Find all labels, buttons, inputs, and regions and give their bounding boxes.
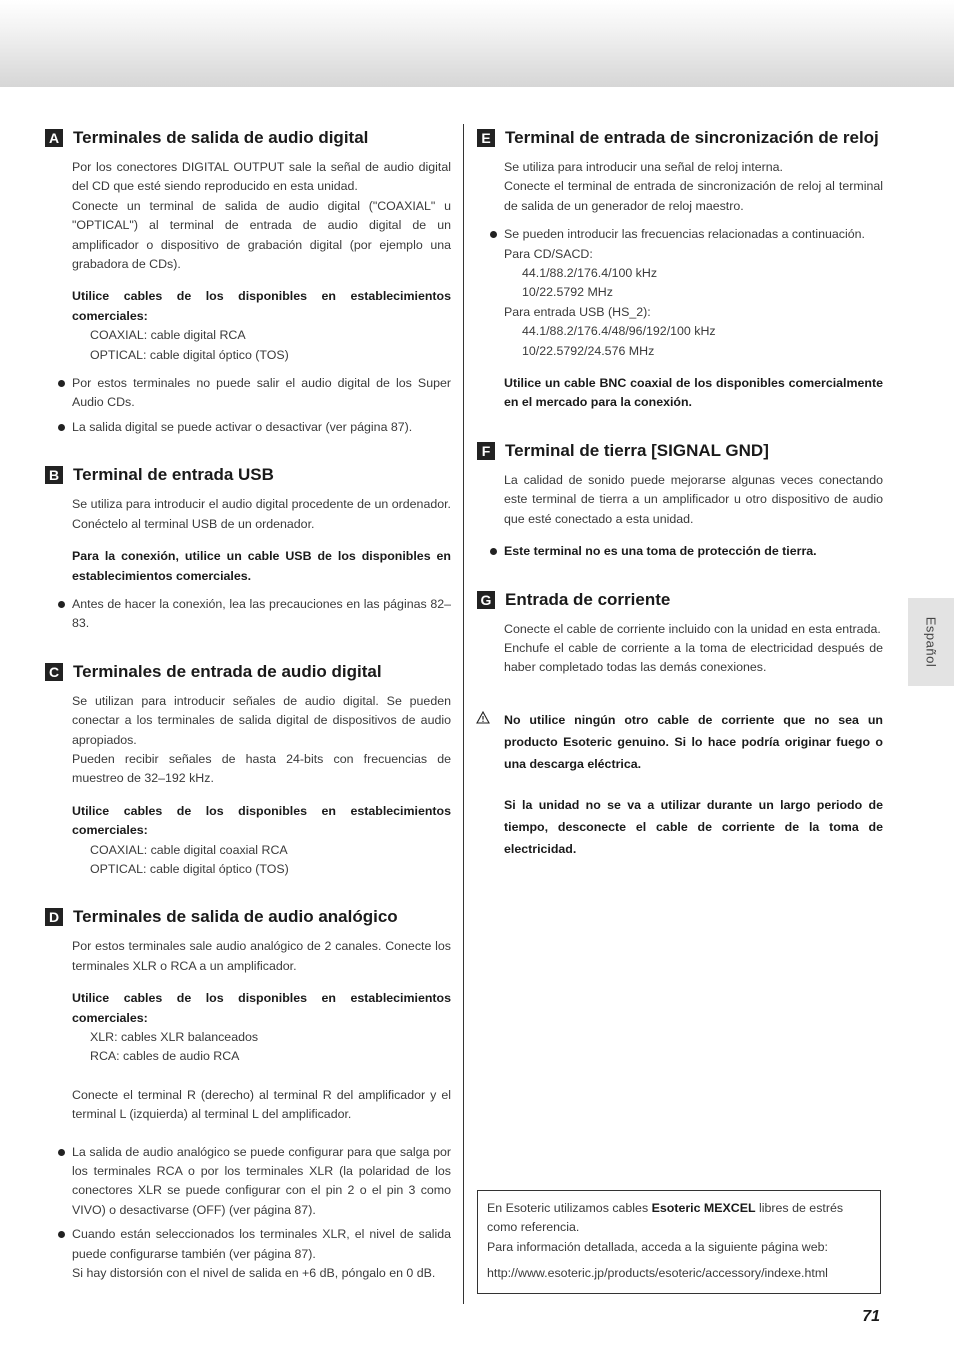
freq-value: 10/22.5792 MHz	[522, 285, 613, 300]
section-title: Terminal de tierra [SIGNAL GND]	[505, 440, 769, 460]
paragraph: Conecte el cable de corriente incluido con la unidad en esta entrada.	[504, 621, 881, 636]
section-c	[45, 661, 451, 880]
freq-label: Para CD/SACD:	[504, 246, 593, 261]
section-title: Terminales de salida de audio digital	[73, 128, 369, 147]
paragraph: Por estos terminales sale audio analógico de 2 canales. Conecte los terminales XLR o RCA a un amplificador.	[72, 939, 451, 973]
bullet-dot-icon	[58, 601, 65, 608]
language-tab-label: Español	[923, 616, 939, 668]
section-title: Terminales de entrada de audio digital	[73, 661, 382, 681]
cable-item: OPTICAL: cable digital óptico (TOS)	[90, 347, 289, 362]
warning-text: No utilice ningún otro cable de corriente que no sea un producto Esoteric genuino. Si lo hace podría originar fuego o una descarga eléctrica.	[504, 712, 883, 771]
section-a	[45, 127, 451, 437]
section-body	[45, 937, 451, 1283]
section-g	[477, 589, 883, 860]
left-column	[45, 127, 451, 1283]
section-body	[45, 692, 451, 880]
freq-value: 10/22.5792/24.576 MHz	[522, 343, 655, 358]
bullet-dot-icon	[490, 548, 497, 555]
section-letter-badge: A	[45, 129, 63, 147]
info-line: Para información detallada, acceda a la siguiente página web:	[487, 1239, 828, 1254]
info-url-link[interactable]: http://www.esoteric.jp/products/esoteric/accessory/indexe.html	[487, 1266, 828, 1281]
section-letter-badge: B	[45, 466, 63, 484]
section-title: Entrada de corriente	[505, 589, 671, 609]
bullet-dot-icon	[58, 1149, 65, 1156]
page-number: 71	[862, 1308, 880, 1325]
section-letter-badge: F	[477, 442, 495, 460]
section-letter-badge: G	[477, 591, 495, 609]
section-b-header	[45, 464, 451, 486]
freq-value: 44.1/88.2/176.4/100 kHz	[522, 266, 658, 281]
cable-item: COAXIAL: cable digital RCA	[90, 328, 246, 343]
header-band	[0, 0, 954, 87]
section-f	[477, 440, 883, 562]
info-text: En Esoteric utilizamos cables	[487, 1201, 652, 1215]
language-tab	[908, 598, 954, 686]
section-g-header	[477, 589, 883, 611]
freq-value: 44.1/88.2/176.4/48/96/192/100 kHz	[522, 324, 716, 339]
bullet-continuation: Si hay distorsión con el nivel de salida en +6 dB, póngalo en 0 dB.	[72, 1266, 436, 1281]
bullet-dot-icon	[58, 424, 65, 431]
column-divider	[463, 124, 464, 1304]
paragraph: Por los conectores DIGITAL OUTPUT sale la señal de audio digital del CD que esté siendo reproducido en esta unidad.	[72, 160, 451, 194]
cable-item: COAXIAL: cable digital coaxial RCA	[90, 842, 288, 857]
bullet-item	[72, 374, 451, 413]
warning-triangle-icon	[476, 711, 490, 730]
paragraph: Se utiliza para introducir una señal de reloj interna.	[504, 160, 783, 174]
section-title: Terminal de entrada de sincronización de reloj	[505, 128, 879, 147]
bnc-note: Utilice un cable BNC coaxial de los disponibles comercialmente en el mercado para la conexión.	[504, 376, 883, 410]
info-text: libres de estrés como referencia.	[487, 1201, 844, 1235]
bullet-dot-icon	[58, 380, 65, 387]
bullet-text: La salida digital se puede activar o desactivar (ver página 87).	[72, 419, 413, 434]
paragraph: Se utilizan para introducir señales de audio digital. Se pueden conectar a los terminales de salida digital de dispositivos de audio apropiados.	[72, 693, 451, 747]
paragraph: Se utiliza para introducir el audio digital procedente de un ordenador. Conéctelo al terminal USB de un ordenador.	[72, 497, 451, 531]
cable-item: XLR: cables XLR balanceados	[90, 1030, 259, 1044]
section-e-header	[477, 127, 883, 149]
cable-item: RCA: cables de audio RCA	[90, 1049, 240, 1064]
paragraph: Conecte el terminal R (derecho) al terminal R del amplificador y el terminal L (izquierda) al terminal L del amplificador.	[72, 1087, 451, 1122]
section-letter-badge: E	[477, 129, 495, 147]
section-body	[477, 620, 883, 860]
section-title: Terminal de entrada USB	[73, 465, 274, 485]
cables-note: Utilice cables de los disponibles en establecimientos comerciales:	[72, 289, 451, 323]
bullet-dot-icon	[490, 231, 497, 238]
warning-block	[504, 709, 883, 860]
section-letter-badge: D	[45, 908, 63, 926]
section-d-header	[45, 906, 451, 928]
cable-item: OPTICAL: cable digital óptico (TOS)	[90, 861, 289, 876]
section-a-header	[45, 127, 451, 149]
paragraph: Conecte el terminal de entrada de sincronización de reloj al terminal de salida de un generador de reloj maestro.	[504, 179, 883, 213]
section-body	[45, 158, 451, 437]
bullet-item	[72, 418, 451, 437]
section-letter-badge: C	[45, 663, 63, 681]
paragraph: La calidad de sonido puede mejorarse algunas veces conectando este terminal de tierra a un amplificador u otro dispositivo de audio que esté conectado a esta unidad.	[504, 472, 883, 526]
section-body	[477, 471, 883, 562]
bullet-dot-icon	[58, 1231, 65, 1238]
paragraph: Pueden recibir señales de hasta 24-bits con frecuencias de muestreo de 32–192 kHz.	[72, 751, 451, 786]
paragraph: Enchufe el cable de corriente a la toma de electricidad después de haber completado todas las demás conexiones.	[504, 640, 883, 675]
bullet-item	[72, 595, 451, 634]
section-title: Terminales de salida de audio analógico	[73, 907, 398, 927]
bullet-text: Antes de hacer la conexión, lea las precauciones en las páginas 82–83.	[72, 596, 451, 631]
cables-note: Utilice cables de los disponibles en establecimientos comerciales:	[72, 803, 451, 838]
bullet-item	[72, 1143, 451, 1221]
info-box	[477, 1190, 881, 1294]
usb-note: Para la conexión, utilice un cable USB de los disponibles en establecimientos comerciales.	[72, 549, 451, 583]
info-line	[487, 1199, 871, 1238]
bullet-item	[504, 542, 883, 561]
right-column	[477, 127, 883, 860]
section-d	[45, 906, 451, 1283]
section-f-header	[477, 440, 883, 462]
bullet-item	[72, 1225, 451, 1264]
bullet-text: Se pueden introducir las frecuencias relacionadas a continuación.	[504, 227, 865, 242]
warning-text: Si la unidad no se va a utilizar durante un largo periodo de tiempo, desconecte el cable de corriente de la toma de electricidad.	[504, 797, 883, 856]
paragraph: Conecte un terminal de salida de audio digital ("COAXIAL" u "OPTICAL") al terminal de entrada de audio digital de un amplificador o dispositivo de grabación digital (por ejemplo una grabadora de CDs).	[72, 198, 451, 272]
info-brand: Esoteric MEXCEL	[651, 1201, 756, 1215]
bullet-text: Cuando están seleccionados los terminales XLR, el nivel de salida puede configurarse también (ver página 87).	[72, 1227, 451, 1261]
section-body	[45, 495, 451, 633]
bullet-text: La salida de audio analógico se puede configurar para que salga por los terminales RCA o por los terminales XLR (la polaridad de los conectores XLR se puede configurar con el pin 2 o el pin 3 como VIVO) o desactivarse (OFF) (ver página 87).	[72, 1144, 451, 1217]
section-body	[477, 158, 883, 413]
section-c-header	[45, 661, 451, 683]
bullet-text: Por estos terminales no puede salir el audio digital de los Super Audio CDs.	[72, 376, 451, 410]
bullet-item	[504, 225, 883, 244]
bullet-text: Este terminal no es una toma de protección de tierra.	[504, 544, 817, 559]
section-e	[477, 127, 883, 413]
section-b	[45, 464, 451, 633]
freq-label: Para entrada USB (HS_2):	[504, 304, 651, 319]
cables-note: Utilice cables de los disponibles en establecimientos comerciales:	[72, 991, 451, 1025]
